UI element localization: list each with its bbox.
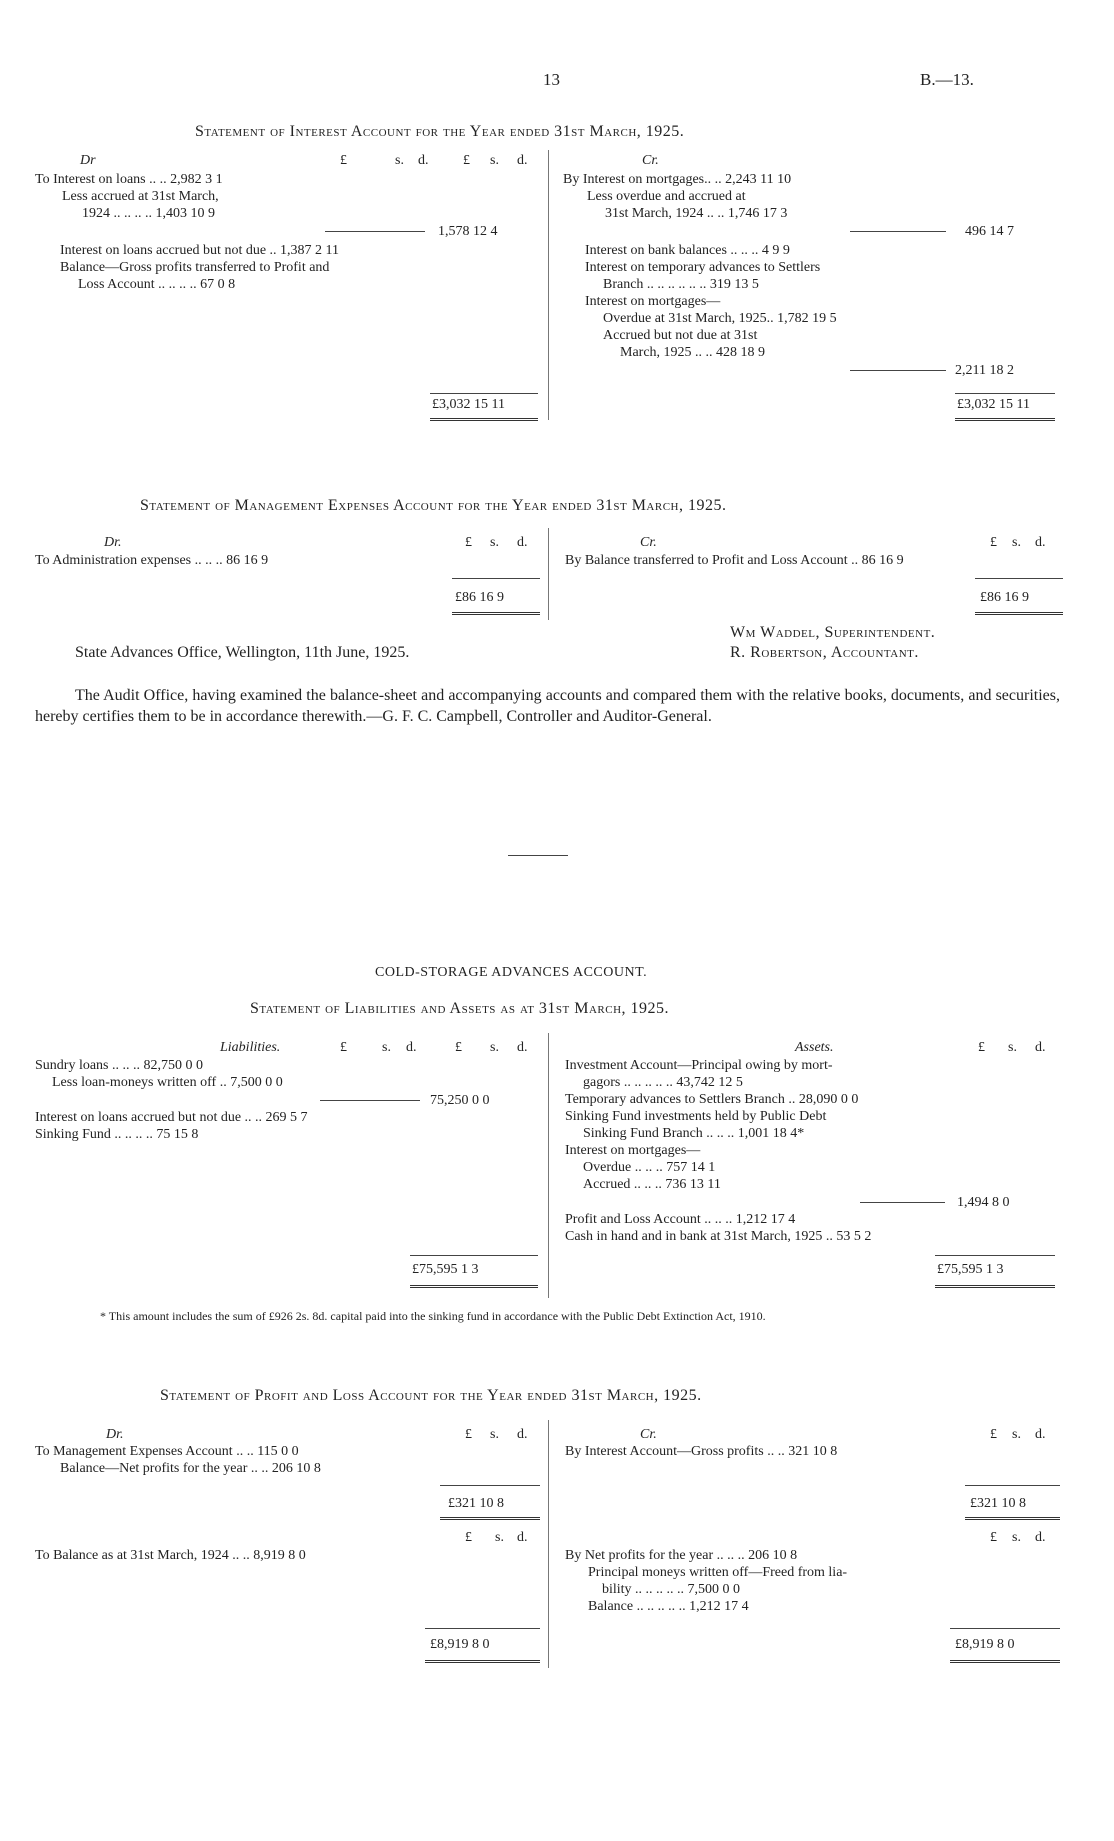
cold-storage-title: Statement of Liabilities and Assets as at 31st March, 1925.: [250, 1000, 670, 1017]
assets-line: Interest on mortgages—: [565, 1143, 701, 1158]
assets-line: 1,494 8 0: [957, 1195, 1010, 1210]
double-rule: [452, 612, 540, 615]
cold-storage-heading: COLD-STORAGE ADVANCES ACCOUNT.: [375, 965, 648, 980]
rule: [430, 393, 538, 394]
liabilities-line: Less loan-moneys written off .. 7,500 0 0: [52, 1075, 283, 1090]
assets-line: Overdue .. .. .. 757 14 1: [583, 1160, 716, 1175]
assets-col-l: £: [978, 1040, 985, 1055]
interest-right-line: Overdue at 31st March, 1925.. 1,782 19 5: [603, 311, 837, 326]
interest-left-line: To Interest on loans .. .. 2,982 3 1: [35, 172, 223, 187]
interest-cr-label: Cr.: [642, 153, 659, 168]
pl-col-s2: s.: [1012, 1427, 1021, 1442]
liab-col-s2: s.: [490, 1040, 499, 1055]
pl-col-d2: d.: [1035, 1427, 1046, 1442]
interest-right-line: Interest on temporary advances to Settlers: [585, 260, 821, 275]
interest-left-line: Balance—Gross profits transferred to Profit and: [60, 260, 330, 275]
management-col-d2: d.: [1035, 535, 1046, 550]
assets-line: Cash in hand and in bank at 31st March, 1925 .. 53 5 2: [565, 1229, 872, 1244]
liab-col-l2: £: [455, 1040, 462, 1055]
interest-right-line: Branch .. .. .. .. .. .. 319 13 5: [603, 277, 759, 292]
profit-loss-cr-label: Cr.: [640, 1427, 657, 1442]
rule: [440, 1485, 540, 1486]
interest-col-d: d.: [418, 153, 429, 168]
interest-right-total: £3,032 15 11: [957, 397, 1030, 412]
pl-col-l4: £: [990, 1530, 997, 1545]
cold-storage-footnote: * This amount includes the sum of £926 2s. 8d. capital paid into the sinking fund in accordance with the Public Debt Extinction Act, 1910.: [100, 1309, 766, 1323]
assets-line: Temporary advances to Settlers Branch .. 28,090 0 0: [565, 1092, 859, 1107]
interest-col-l: £: [340, 153, 347, 168]
rule: [850, 231, 946, 232]
rule: [955, 393, 1055, 394]
assets-line: Investment Account—Principal owing by mort-: [565, 1058, 833, 1073]
section-separator: [508, 855, 568, 856]
liabilities-line: Sundry loans .. .. .. 82,750 0 0: [35, 1058, 203, 1073]
document-reference: B.—13.: [920, 70, 974, 89]
office-place-date: State Advances Office, Wellington, 11th June, 1925.: [75, 644, 410, 661]
interest-right-line: Less overdue and accrued at: [587, 189, 746, 204]
profit-loss-right-line: bility .. .. .. .. .. 7,500 0 0: [602, 1582, 741, 1597]
double-rule: [425, 1660, 540, 1663]
pl-col-l: £: [465, 1427, 472, 1442]
pl-col-s3: s.: [495, 1530, 504, 1545]
management-col-l2: £: [990, 535, 997, 550]
double-rule: [965, 1517, 1060, 1520]
profit-loss-left-total: £8,919 8 0: [430, 1637, 490, 1652]
interest-left-line: 1,578 12 4: [438, 224, 498, 239]
management-right-total: £86 16 9: [980, 590, 1029, 605]
double-rule: [935, 1285, 1055, 1288]
interest-right-line: 31st March, 1924 .. .. 1,746 17 3: [605, 206, 788, 221]
profit-loss-left-line: To Management Expenses Account .. .. 115 0 0: [35, 1444, 299, 1459]
management-col-s: s.: [490, 535, 499, 550]
audit-certificate: The Audit Office, having examined the balance-sheet and accompanying accounts and compared them with the relative books, documents, and securities, hereby certifies them to be in accordance therewith.—G. F. C. Campbell, Controller and Auditor-General.: [35, 687, 1060, 725]
profit-loss-right-line: Principal moneys written off—Freed from lia-: [588, 1565, 848, 1580]
management-divider: [548, 528, 549, 620]
rule: [410, 1255, 538, 1256]
management-left-total: £86 16 9: [455, 590, 504, 605]
interest-right-line: 496 14 7: [965, 224, 1014, 239]
rule: [950, 1628, 1060, 1629]
interest-left-line: Less accrued at 31st March,: [62, 189, 219, 204]
interest-left-line: Loss Account .. .. .. .. 67 0 8: [78, 277, 236, 292]
management-cr-label: Cr.: [640, 535, 657, 550]
double-rule: [975, 612, 1063, 615]
pl-col-d: d.: [517, 1427, 528, 1442]
pl-col-s: s.: [490, 1427, 499, 1442]
interest-title: Statement of Interest Account for the Year ended 31st March, 1925.: [195, 123, 685, 140]
pl-col-d3: d.: [517, 1530, 528, 1545]
interest-left-total: £3,032 15 11: [432, 397, 505, 412]
liab-col-s: s.: [382, 1040, 391, 1055]
double-rule: [430, 418, 538, 421]
interest-right-line: Interest on mortgages—: [585, 294, 721, 309]
profit-loss-right-line: By Interest Account—Gross profits .. .. 321 10 8: [565, 1444, 838, 1459]
interest-divider: [548, 150, 549, 420]
rule: [935, 1255, 1055, 1256]
pl-col-l2: £: [990, 1427, 997, 1442]
rule: [452, 578, 540, 579]
assets-col-s: s.: [1008, 1040, 1017, 1055]
assets-col-d: d.: [1035, 1040, 1046, 1055]
double-rule: [410, 1285, 538, 1288]
liabilities-line: Interest on loans accrued but not due .. .. 269 5 7: [35, 1110, 308, 1125]
cold-storage-divider: [548, 1033, 549, 1298]
assets-line: Accrued .. .. .. 736 13 11: [583, 1177, 721, 1192]
rule: [320, 1100, 420, 1101]
profit-loss-left-line: Balance—Net profits for the year .. .. 206 10 8: [60, 1461, 321, 1476]
signature-superintendent: Wm Waddel, Superintendent.: [730, 624, 936, 641]
assets-label: Assets.: [795, 1040, 834, 1055]
management-dr-label: Dr.: [104, 535, 122, 550]
assets-line: Profit and Loss Account .. .. .. 1,212 17 4: [565, 1212, 796, 1227]
management-col-s2: s.: [1012, 535, 1021, 550]
interest-col-s2: s.: [490, 153, 499, 168]
profit-loss-divider: [548, 1420, 549, 1668]
profit-loss-right-line: Balance .. .. .. .. .. 1,212 17 4: [588, 1599, 749, 1614]
management-title: Statement of Management Expenses Account for the Year ended 31st March, 1925.: [140, 497, 727, 514]
page-number: 13: [543, 70, 560, 89]
interest-right-line: March, 1925 .. .. 428 18 9: [620, 345, 766, 360]
interest-left-line: 1924 .. .. .. .. 1,403 10 9: [82, 206, 215, 221]
liabilities-total: £75,595 1 3: [412, 1262, 479, 1277]
interest-right-line: Interest on bank balances .. .. .. 4 9 9: [585, 243, 790, 258]
assets-line: gagors .. .. .. .. .. 43,742 12 5: [583, 1075, 743, 1090]
assets-line: Sinking Fund investments held by Public Debt: [565, 1109, 827, 1124]
profit-loss-left-subtotal: £321 10 8: [448, 1496, 504, 1511]
rule: [965, 1485, 1060, 1486]
liabilities-line: 75,250 0 0: [430, 1093, 490, 1108]
interest-right-line: Accrued but not due at 31st: [603, 328, 758, 343]
profit-loss-right-total: £8,919 8 0: [955, 1637, 1015, 1652]
liab-col-d: d.: [406, 1040, 417, 1055]
management-col-l: £: [465, 535, 472, 550]
liabilities-label: Liabilities.: [220, 1040, 281, 1055]
management-left-line: To Administration expenses .. .. .. 86 16 9: [35, 553, 269, 568]
interest-col-s: s.: [395, 153, 404, 168]
management-col-d: d.: [517, 535, 528, 550]
double-rule: [440, 1517, 540, 1520]
interest-dr-label: Dr: [80, 153, 96, 168]
double-rule: [950, 1660, 1060, 1663]
profit-loss-title: Statement of Profit and Loss Account for the Year ended 31st March, 1925.: [160, 1387, 702, 1404]
profit-loss-dr-label: Dr.: [106, 1427, 124, 1442]
management-right-line: By Balance transferred to Profit and Loss Account .. 86 16 9: [565, 553, 904, 568]
rule: [975, 578, 1063, 579]
rule: [425, 1628, 540, 1629]
profit-loss-left-line: To Balance as at 31st March, 1924 .. .. 8,919 8 0: [35, 1548, 306, 1563]
interest-right-line: 2,211 18 2: [955, 363, 1014, 378]
interest-right-line: By Interest on mortgages.. .. 2,243 11 10: [563, 172, 792, 187]
interest-col-d2: d.: [517, 153, 528, 168]
pl-col-l3: £: [465, 1530, 472, 1545]
assets-total: £75,595 1 3: [937, 1262, 1004, 1277]
liab-col-d2: d.: [517, 1040, 528, 1055]
profit-loss-right-line: By Net profits for the year .. .. .. 206 10 8: [565, 1548, 798, 1563]
profit-loss-right-subtotal: £321 10 8: [970, 1496, 1026, 1511]
signature-accountant: R. Robertson, Accountant.: [730, 644, 919, 661]
double-rule: [955, 418, 1055, 421]
pl-col-d4: d.: [1035, 1530, 1046, 1545]
liabilities-line: Sinking Fund .. .. .. .. 75 15 8: [35, 1127, 199, 1142]
pl-col-s4: s.: [1012, 1530, 1021, 1545]
interest-col-l2: £: [463, 153, 470, 168]
rule: [860, 1202, 945, 1203]
assets-line: Sinking Fund Branch .. .. .. 1,001 18 4*: [583, 1126, 805, 1141]
rule: [850, 370, 946, 371]
liab-col-l: £: [340, 1040, 347, 1055]
interest-left-line: Interest on loans accrued but not due .. 1,387 2 11: [60, 243, 340, 258]
rule: [325, 231, 425, 232]
